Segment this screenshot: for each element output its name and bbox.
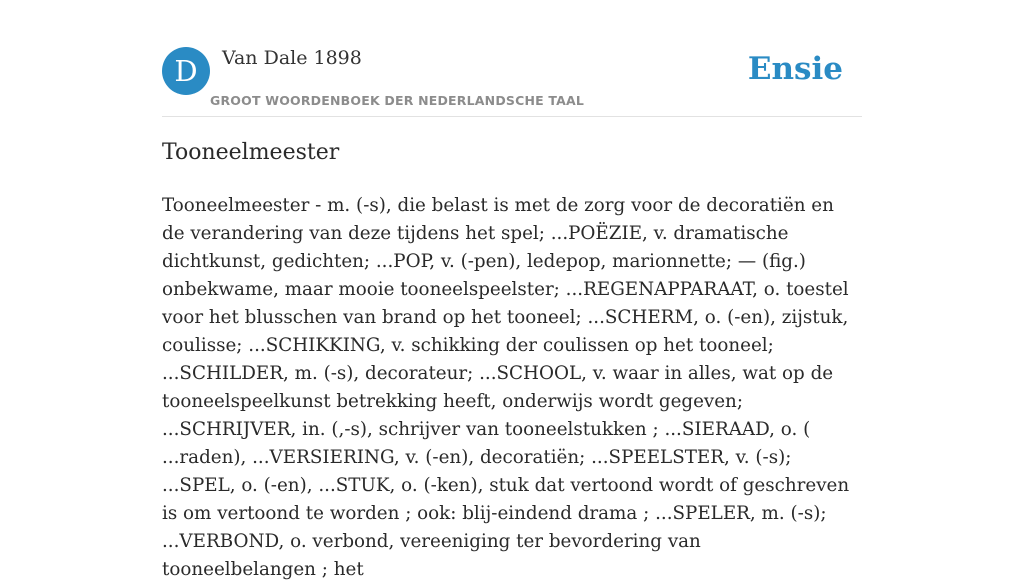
entry-title: Tooneelmeester [162, 140, 340, 165]
brand-logo[interactable]: Ensie [747, 51, 843, 87]
source-title[interactable]: Van Dale 1898 [222, 47, 362, 69]
source-header [162, 46, 862, 117]
source-subtitle: GROOT WOORDENBOEK DER NEDERLANDSCHE TAAL [210, 93, 585, 108]
source-avatar[interactable]: D [162, 47, 210, 95]
entry-definition: Tooneelmeester - m. (-s), die belast is met de zorg voor de decoratiën en de verandering van deze tijdens het spel; ...POËZIE, v. dramatische dichtkunst, gedichten; ...POP, v. (-pen), ledepop, marionnette; — (fig.) onbekwame, maar mooie tooneelspeelster; ...REGENAPPARAAT, o. toestel voor het blusschen van brand op het tooneel; ...SCHERM, o. (-en), zijstuk, coulisse; ...SCHIKKING, v. schikking der coulissen op het tooneel; ...SCHILDER, m. (-s), decorateur; ...SCHOOL, v. waar in alles, wat op de tooneelspeelkunst betrekking heeft, onderwijs wordt gegeven; ...SCHRIJVER, in. (,-s), schrijver van tooneelstukken ; ...SIERAAD, o. ( ...raden), ...VERSIERING, v. (-en), decoratiën; ...SPEELSTER, v. (-s); ...SPEL, o. (-en), ...STUK, o. (-ken), stuk dat vertoond wordt of geschreven is om vertoond te worden ; ook: blij-eindend drama ; ...SPELER, m. (-s); ...VERBOND, o. verbond, vereeniging ter bevordering van tooneelbelangen ; het [162, 195, 850, 580]
